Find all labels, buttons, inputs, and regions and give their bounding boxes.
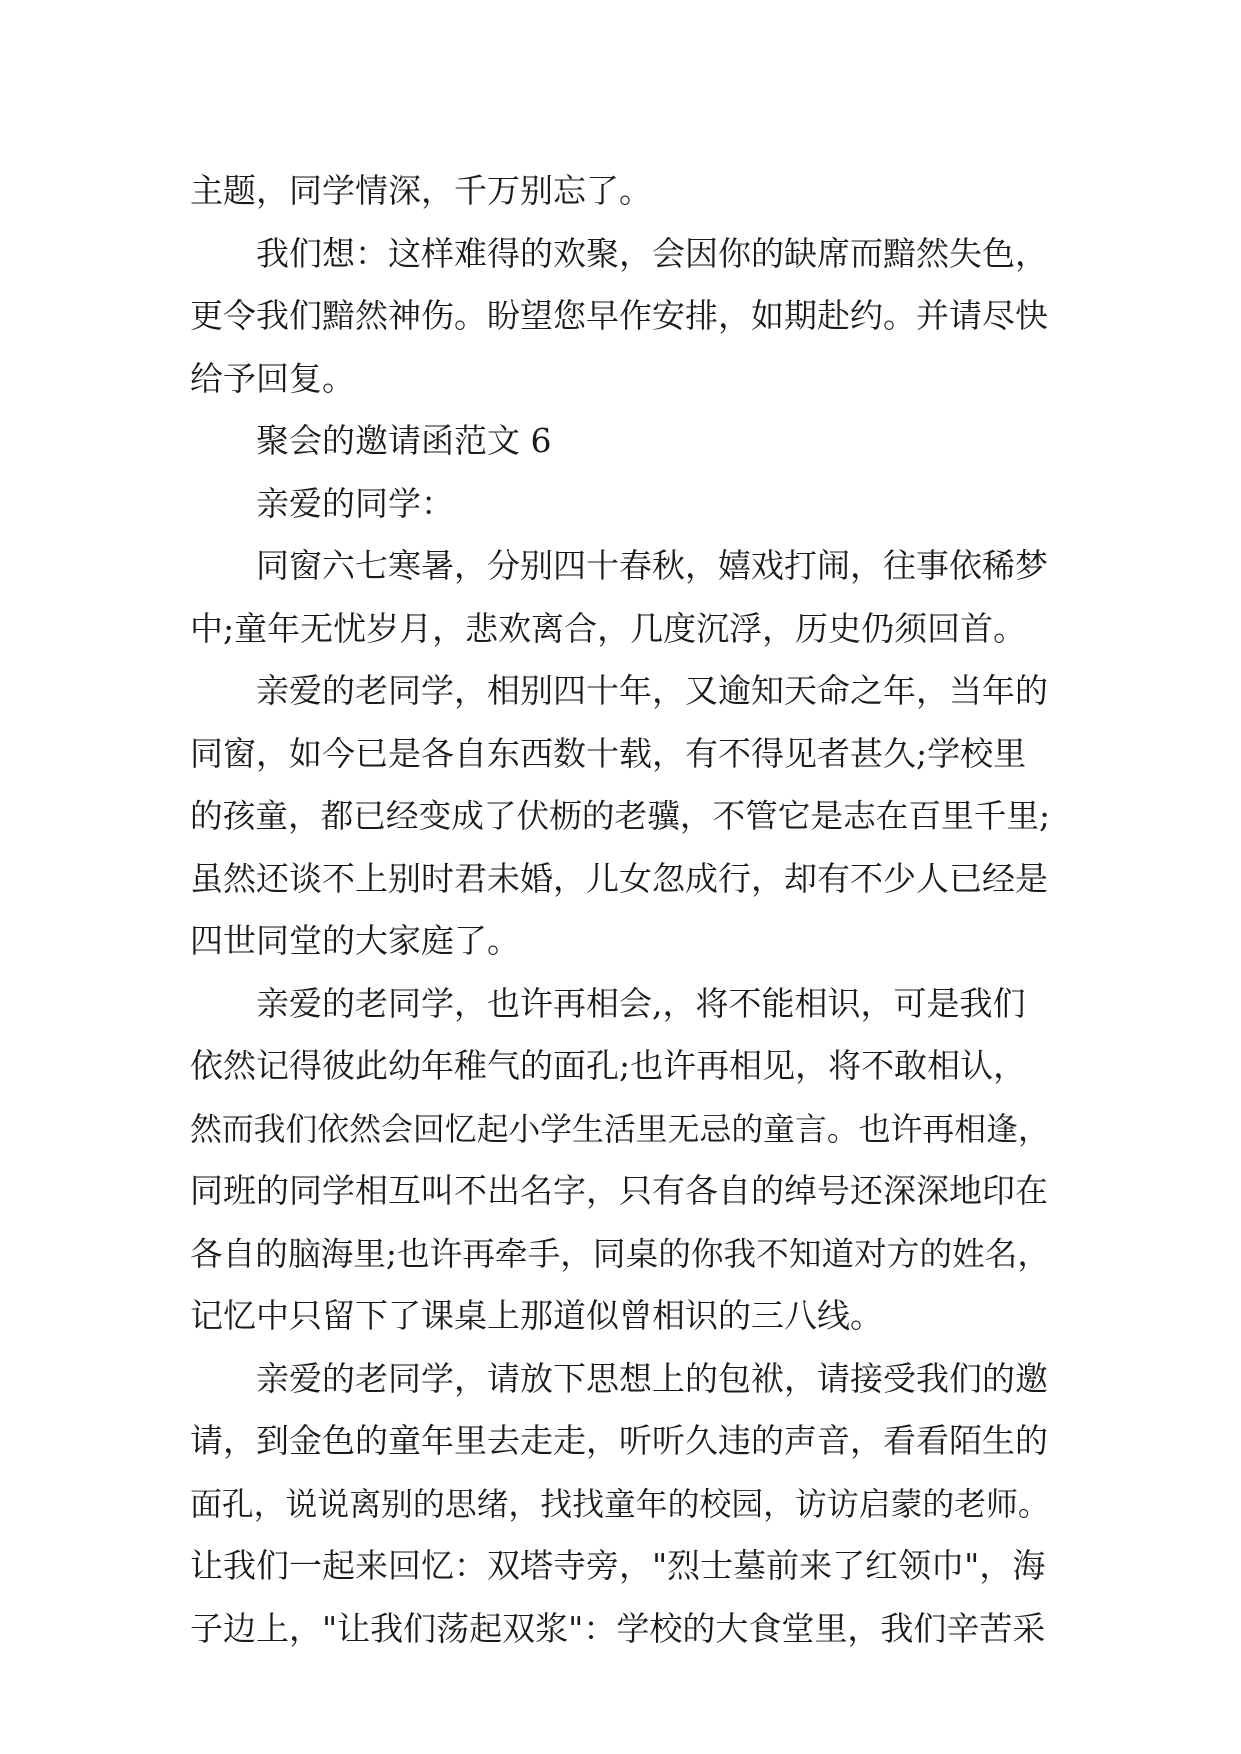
text-line: 然而我们依然会回忆起小学生活里无忌的童言。也许再相逢， [190,1109,1050,1148]
text-line: 记忆中只留下了课桌上那道似曾相识的三八线。 [190,1296,883,1335]
document-body [190,160,1050,1660]
text-line: 同窗六七寒暑，分别四十春秋，嬉戏打闹，往事依稀梦 [256,546,1048,585]
text-line: 亲爱的老同学，也许再相会,，将不能相识，可是我们 [256,983,1026,1023]
text-line: 同窗，如今已是各自东西数十载，有不得见者甚久;学校里 [190,733,1027,773]
text-line: 请，到金色的童年里去走走，听听久违的声音，看看陌生的 [190,1421,1048,1460]
text-line: 各自的脑海里;也许再牵手，同桌的你我不知道对方的姓名， [190,1234,1051,1273]
text-line: 子边上，"让我们荡起双浆"：学校的大食堂里，我们辛苦采 [190,1608,1046,1648]
text-line: 同班的同学相互叫不出名字，只有各自的绰号还深深地印在 [190,1171,1048,1210]
text-line: 让我们一起来回忆：双塔寺旁，"烈士墓前来了红领巾"，海 [190,1546,1046,1585]
text-line: 虽然还谈不上别时君未婚，儿女忽成行，却有不少人已经是 [190,858,1048,898]
salutation: 亲爱的同学： [256,483,454,523]
text-line: 我们想：这样难得的欢聚，会因你的缺席而黯然失色， [256,233,1048,273]
text-line: 亲爱的老同学，请放下思想上的包袱，请接受我们的邀 [256,1358,1048,1398]
section-heading: 聚会的邀请函范文 6 [256,421,552,460]
text-line: 给予回复。 [190,358,355,398]
text-line: 中;童年无忧岁月，悲欢离合，几度沉浮，历史仍须回首。 [190,608,1027,648]
text-line: 的孩童，都已经变成了伏枥的老骥，不管它是志在百里千里; [190,797,1051,835]
text-line: 主题，同学情深，千万别忘了。 [190,171,652,210]
text-line: 依然记得彼此幼年稚气的面孔;也许再相见，将不敢相认， [190,1046,1027,1085]
text-line: 面孔，说说离别的思绪，找找童年的校园，访访启蒙的老师。 [190,1484,1050,1523]
text-line: 亲爱的老同学，相别四十年，又逾知天命之年，当年的 [256,671,1048,710]
text-line: 四世同堂的大家庭了。 [190,921,520,960]
text-line: 更令我们黯然神伤。盼望您早作安排，如期赴约。并请尽快 [190,296,1048,335]
